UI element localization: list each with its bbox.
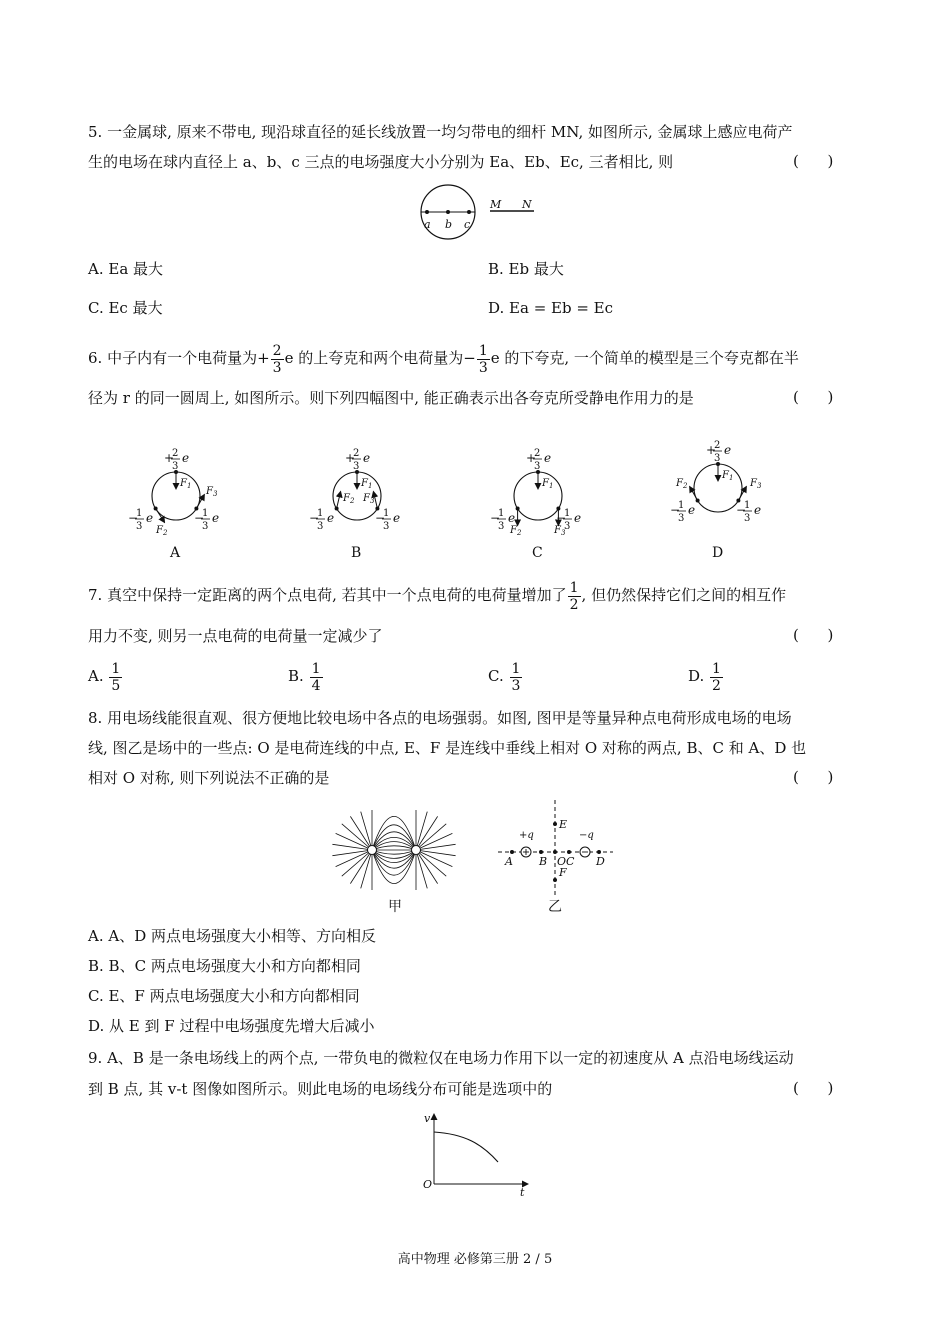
svg-text:e: e	[688, 503, 696, 517]
q6-answer-paren: ( )	[793, 388, 834, 406]
q6-up-fraction: $\frac{2}{3}$	[272, 342, 282, 376]
q7-option-c: C. $\frac{1}{3}$	[488, 660, 521, 694]
q6-text-1: 6. 中子内有一个电荷量为	[88, 349, 258, 367]
svg-text:e: e	[508, 511, 516, 525]
svg-text:e: e	[363, 451, 371, 465]
f3-label: $F_3$	[363, 493, 375, 505]
svg-text:e: e	[393, 511, 401, 525]
field-line-left-33	[361, 812, 372, 850]
q9-answer-paren: ( )	[793, 1079, 834, 1097]
q8-label-C: C	[566, 855, 575, 868]
q8-option-b: B. B、C 两点电场强度大小和方向都相同	[88, 957, 361, 975]
q6-label-a: A	[170, 545, 181, 561]
q5-label-b: b	[445, 218, 453, 231]
q5-option-d: D. Ea = Eb = Ec	[488, 299, 614, 317]
f2-label: $F_2$	[343, 493, 355, 505]
left-charge-label	[670, 500, 695, 524]
svg-text:3: 3	[534, 461, 541, 472]
svg-text:e: e	[212, 511, 220, 525]
field-line-arc-7	[372, 850, 416, 868]
q6-figures	[0, 420, 950, 565]
svg-text:3: 3	[317, 521, 324, 532]
q6-text-3: e 的下夸克, 一个简单的模型是三个夸克都在半	[490, 349, 799, 367]
q6-text-2: e 的上夸克和两个电荷量为	[284, 349, 464, 367]
svg-text:1: 1	[744, 500, 751, 511]
q5-label-N: N	[522, 198, 532, 211]
q8-label-O: O	[557, 855, 567, 868]
f2-label: $F_2$	[510, 525, 522, 537]
page-footer: 高中物理 必修第三册 2 / 5	[397, 1252, 553, 1267]
q6-label-b: B	[351, 545, 362, 561]
q6-label-c: C	[532, 545, 543, 561]
q5-answer-paren: ( )	[793, 152, 834, 170]
svg-text:3: 3	[564, 521, 571, 532]
svg-text:e: e	[182, 451, 190, 465]
svg-text:3: 3	[383, 521, 390, 532]
svg-text:3: 3	[172, 461, 179, 472]
svg-text:3: 3	[136, 521, 143, 532]
svg-text:1: 1	[564, 508, 571, 519]
q8-option-c: C. E、F 两点电场强度大小和方向都相同	[88, 987, 360, 1005]
q6-line1	[88, 340, 799, 376]
top-charge-label	[526, 448, 551, 472]
q8-label-D: D	[596, 855, 605, 868]
q7-fraction: $\frac{1}{2}$	[569, 579, 579, 613]
q8-label-minus-q: −q	[579, 830, 594, 841]
q7-text-1: 7. 真空中保持一定距离的两个点电荷, 若其中一个点电荷的电荷量增加了	[88, 586, 567, 604]
svg-text:e: e	[754, 503, 762, 517]
f2-label: $F_2$	[156, 525, 168, 537]
svg-text:2: 2	[534, 448, 541, 459]
q5-label-a: a	[424, 218, 431, 231]
q6-diagram-d	[670, 440, 762, 524]
q5-label-M: M	[490, 198, 502, 211]
q8-label-yi: 乙	[548, 899, 562, 915]
svg-text:3: 3	[678, 513, 685, 524]
svg-text:1: 1	[678, 500, 685, 511]
q8-option-a: A. A、D 两点电场强度大小相等、方向相反	[88, 927, 376, 945]
svg-text:−: −	[375, 511, 386, 525]
q5-line2: 生的电场在球内直径上 a、b、c 三点的电场强度大小分别为 Ea、Eb、Ec, 三者相比, 则	[88, 153, 674, 171]
svg-text:−: −	[309, 511, 320, 525]
q9-line2: 到 B 点, 其 v-t 图像如图所示。则此电场的电场线分布可能是选项中的	[88, 1080, 553, 1098]
q6-diagram-c	[490, 448, 581, 537]
f3-label: $F_3$	[554, 525, 566, 537]
q6-label-d: D	[712, 545, 724, 561]
svg-text:+: +	[164, 451, 175, 465]
right-charge-label	[736, 500, 761, 524]
field-line-arc-10	[372, 816, 416, 850]
svg-text:e: e	[724, 443, 732, 457]
svg-text:+: +	[345, 451, 356, 465]
q9-axis-v: v	[424, 1112, 431, 1125]
f2-label: $F_2$	[676, 478, 688, 490]
svg-text:−: −	[670, 503, 681, 517]
svg-text:−: −	[556, 511, 567, 525]
q8-line2: 线, 图乙是场中的一些点: O 是电荷连线的中点, E、F 是连线中垂线上相对 O 对称的两点, B、C 和 A、D 也	[88, 739, 807, 757]
svg-text:3: 3	[202, 521, 209, 532]
q5-option-b: B. Eb 最大	[488, 260, 564, 278]
q5-figure	[410, 182, 550, 242]
top-charge-label	[164, 448, 189, 472]
field-line-arc-11	[372, 850, 416, 884]
q7-line1	[88, 575, 786, 615]
field-line-right-34	[416, 850, 427, 888]
q8-label-E: E	[559, 818, 568, 831]
q6-down-sign: −	[463, 349, 476, 367]
q6-line2: 径为 r 的同一圆周上, 如图所示。则下列四幅图中, 能正确表示出各夸克所受静电作用力的是	[88, 389, 694, 407]
top-charge-label	[706, 440, 731, 464]
q8-label-B: B	[539, 855, 548, 868]
q7-option-b: B. $\frac{1}{4}$	[288, 660, 321, 694]
q6-down-fraction: $\frac{1}{3}$	[478, 342, 488, 376]
right-charge-label	[194, 508, 219, 532]
q8-option-d: D. 从 E 到 F 过程中电场强度先增大后减小	[88, 1017, 375, 1035]
top-charge-label	[345, 448, 370, 472]
svg-text:1: 1	[136, 508, 143, 519]
q5-line1: 5. 一金属球, 原来不带电, 现沿球直径的延长线放置一均匀带电的细杆 MN, 如图所示, 金属球上感应电荷产	[88, 123, 793, 141]
svg-text:1: 1	[202, 508, 209, 519]
svg-text:1: 1	[383, 508, 390, 519]
svg-text:e: e	[544, 451, 552, 465]
q8-label-plus-q: +q	[519, 830, 534, 841]
q8-label-jia: 甲	[388, 899, 402, 915]
q9-axis-t: t	[520, 1186, 525, 1199]
q6-diagram-a	[128, 448, 219, 537]
q6-diagram-b	[309, 448, 400, 532]
q8-line1: 8. 用电场线能很直观、很方便地比较电场中各点的电场强弱。如图, 图甲是等量异种点电荷形成电场的电场	[88, 709, 792, 727]
svg-text:e: e	[327, 511, 335, 525]
left-charge-label	[128, 508, 153, 532]
f1-label: $F_1$	[361, 478, 373, 490]
field-line-arc-1	[372, 850, 416, 854]
q5-label-c: c	[464, 218, 471, 231]
svg-text:−: −	[194, 511, 205, 525]
field-line-arc-0	[372, 846, 416, 850]
field-line-left-15	[361, 850, 372, 888]
svg-text:3: 3	[744, 513, 751, 524]
left-charge-label	[309, 508, 334, 532]
svg-text:−: −	[490, 511, 501, 525]
svg-text:2: 2	[172, 448, 179, 459]
f1-label: $F_1$	[180, 478, 192, 490]
f3-label: $F_3$	[750, 478, 762, 490]
q9-origin-O: O	[423, 1178, 433, 1191]
right-charge-label	[375, 508, 400, 532]
svg-text:−: −	[128, 511, 139, 525]
field-line-right-16	[416, 812, 427, 850]
svg-text:1: 1	[498, 508, 505, 519]
q8-line3: 相对 O 对称, 则下列说法不正确的是	[88, 769, 330, 787]
q8-answer-paren: ( )	[793, 768, 834, 786]
f3-label: $F_3$	[206, 486, 218, 498]
f2-arrow	[156, 508, 165, 522]
q9-line1: 9. A、B 是一条电场线上的两个点, 一带负电的微粒仅在电场力作用下以一定的初速度从 A 点沿电场线运动	[88, 1049, 794, 1067]
svg-text:3: 3	[498, 521, 505, 532]
svg-text:−: −	[736, 503, 747, 517]
svg-text:3: 3	[714, 453, 721, 464]
f1-label: $F_1$	[722, 470, 734, 482]
q8-field-lines-figure	[330, 805, 460, 900]
q9-vt-graph	[420, 1110, 535, 1200]
q7-option-d: D. $\frac{1}{2}$	[688, 660, 721, 694]
q7-text-2: , 但仍然保持它们之间的相互作	[581, 586, 787, 604]
svg-text:1: 1	[317, 508, 324, 519]
svg-text:2: 2	[714, 440, 721, 451]
svg-text:+: +	[526, 451, 537, 465]
q5-option-a: A. Ea 最大	[88, 260, 164, 278]
svg-text:e: e	[146, 511, 154, 525]
svg-text:3: 3	[353, 461, 360, 472]
q8-points-figure	[495, 800, 625, 900]
f2-arrow	[337, 491, 341, 508]
q8-label-A: A	[505, 855, 513, 868]
f1-label: $F_1$	[542, 478, 554, 490]
field-line-arc-6	[372, 832, 416, 850]
q7-answer-paren: ( )	[793, 626, 834, 644]
svg-text:2: 2	[353, 448, 360, 459]
svg-text:+: +	[706, 443, 717, 457]
q6-up-sign: +	[257, 349, 270, 367]
q8-label-F: F	[559, 866, 567, 879]
q7-option-a: A. $\frac{1}{5}$	[88, 660, 121, 694]
svg-text:e: e	[574, 511, 582, 525]
q5-option-c: C. Ec 最大	[88, 299, 163, 317]
q7-line2: 用力不变, 则另一点电荷的电荷量一定减少了	[88, 627, 383, 645]
